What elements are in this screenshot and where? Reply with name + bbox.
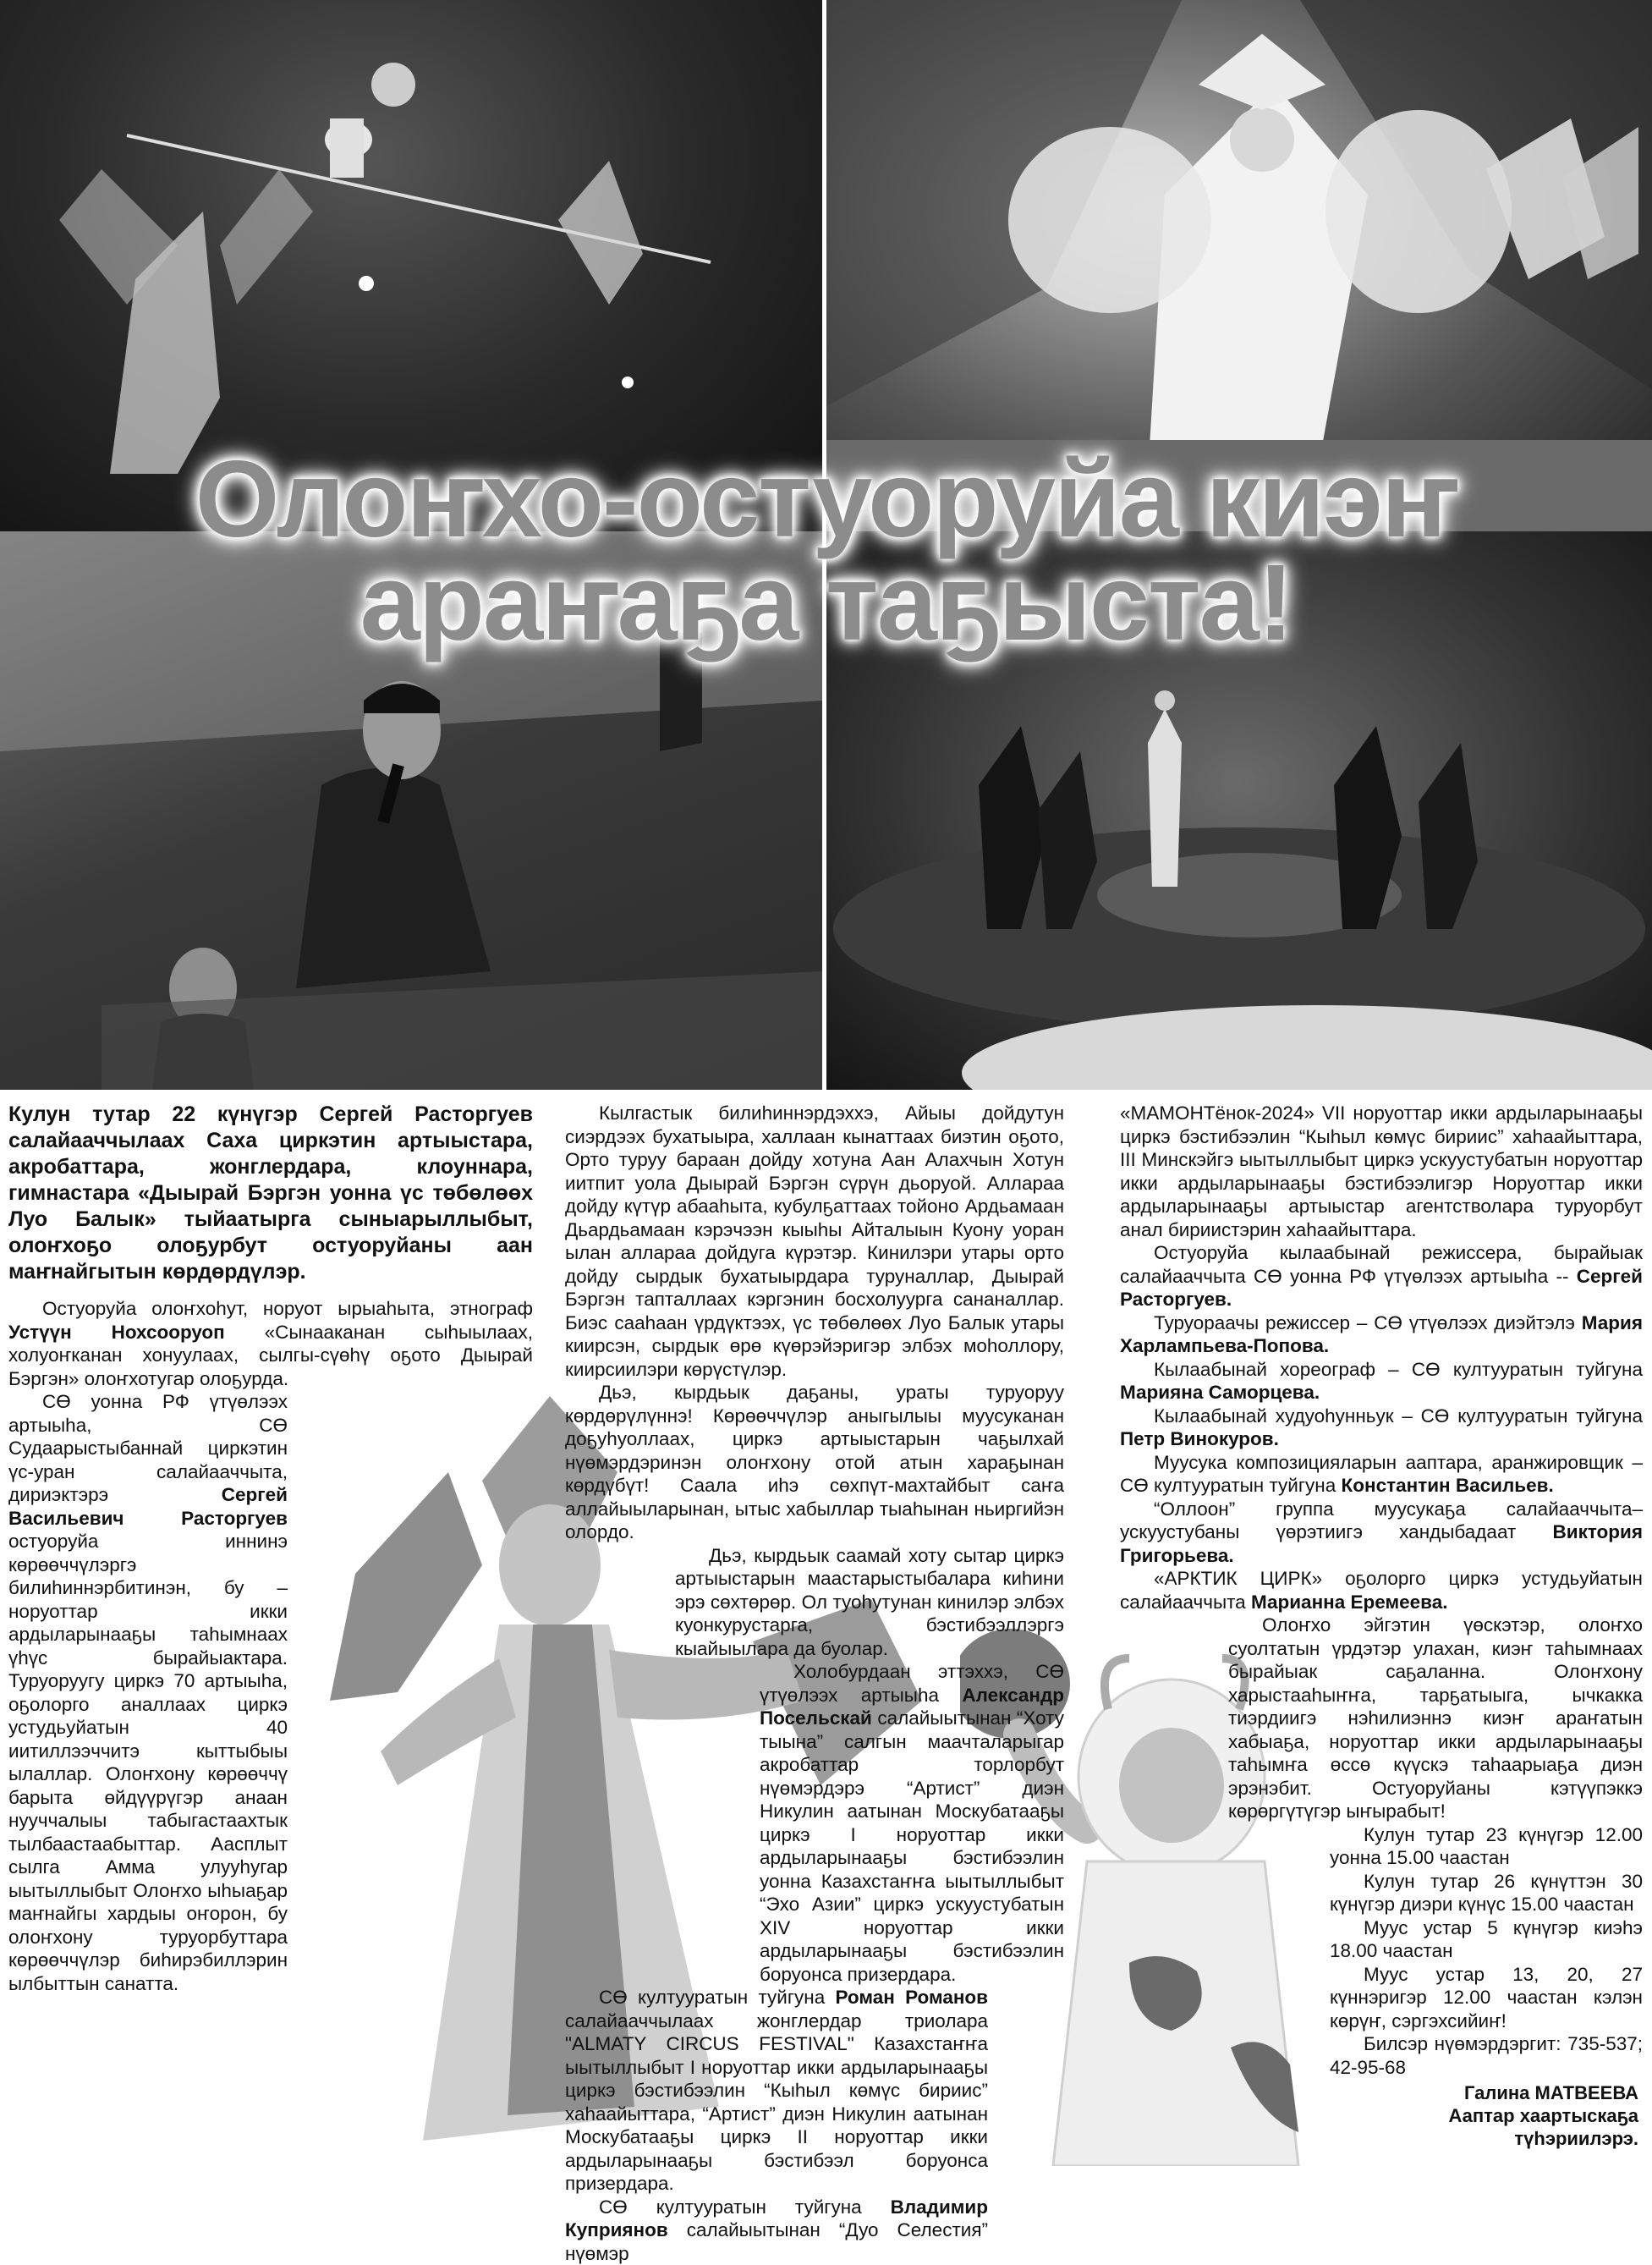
text-run: «АРКТИК ЦИРК» оҕолорго циркэ устудьуйатын салайааччыта bbox=[1120, 1568, 1643, 1613]
text-run: салайыытынан “Дуо Селестия” нүөмэр bbox=[565, 2219, 988, 2264]
text-run: СӨ култууратын туйгуна bbox=[599, 1987, 835, 2008]
article-paragraph bbox=[1120, 1241, 1643, 1311]
article-column-3 bbox=[1120, 1102, 1643, 2079]
text-run: “Оллоон” группа муусукаҕа салайааччыта– ускуустубаны үөрэтиигэ хандыбадаат bbox=[1120, 1498, 1643, 1543]
person-name: Устүүн Нохсооруоп bbox=[8, 1322, 225, 1343]
credit-line bbox=[1120, 1498, 1643, 1568]
contact-phones: Билсэр нүөмэрдэргит: 735-537; 42-95-68 bbox=[1330, 2032, 1643, 2079]
text-run: Остуоруйа кылаабынай режиссера, бырайыак салайааччыта СӨ уонна РФ үтүөлээх артыыһа -- bbox=[1120, 1242, 1643, 1287]
text-run: салайыытынан “Хоту тыына” салгын маачталарыгар акробаттар торлорбут нүөмэрдэрэ “Артист” диэн Никулин аатынан Москубатааҕы циркэ I норуоттар икки ардыларынааҕы бэстибээлин уонна Казахстаҥҥа ыытыллыбыт “Эхо Азии” циркэ ускуустубатын XIV норуоттар икки ардыларынааҕы бэстибээлин боруонса призердара. bbox=[760, 1707, 1064, 1985]
schedule-line: Кулун тутар 26 күнүттэн 30 күнүгэр диэри күнүс 15.00 чаастан bbox=[1330, 1870, 1643, 1916]
text-run: СӨ култууратын туйгуна bbox=[599, 2196, 891, 2218]
article-paragraph bbox=[760, 1660, 1064, 1986]
article-paragraph bbox=[565, 2196, 988, 2265]
credit-line bbox=[1120, 1451, 1643, 1498]
article-paragraph: Дьэ, кырдьык саамай хоту сытар циркэ артыыстарын маастарыстыбалара киһини эрэ сөхтөрөр. Ол туоһутунан кинилэр элбэх куонкурустарга, бэстибээллэргэ кыайыылара да буолар. bbox=[675, 1544, 1064, 1661]
person-name: Мария Харлампьева-Попова. bbox=[1120, 1312, 1643, 1357]
text-run: Остуоруйа олоҥхоһут, норуот ырыаһыта, этнограф bbox=[42, 1298, 533, 1319]
person-name: Сергей Васильевич Расторгуев bbox=[8, 1484, 288, 1529]
article-paragraph bbox=[565, 1986, 988, 2196]
photo-credit: Ааптар хаартыскаҕа bbox=[1448, 2104, 1638, 2127]
text-run: Кылаабынай хореограф – СӨ култууратын туйгуна bbox=[1154, 1359, 1643, 1380]
credit-line bbox=[1120, 1405, 1643, 1451]
person-name: Константин Васильев. bbox=[1342, 1475, 1554, 1496]
text-run: остуоруйа иннинэ көрөөччүлэргэ билиһиннэрбитинэн, бу – норуоттар икки ардыларынааҕы таһымнаах үһүс бырайыактара. Туруоруугу циркэ 70 артыыһа, оҕолорго аналлаах циркэ устудьуйатын 40 иитиллээччитэ кыттыбыы ылаллар. Олоҥхону көрөөччү барыта өйдүүрүгэр анаан нууччалыы табыгастаахтык тылбаастаабыттар. Аасплыт сылга Амма улууһугар ыытыллыбыт Олоҥхо ыһыаҕар маҥнайгы хардыы оҥорон, бу олоҥхону туруорбуттара көрөөччүлэр биһирэбиллэрин ылбыттын санатта. bbox=[8, 1531, 288, 1994]
author-signature bbox=[1448, 2081, 1638, 2150]
schedule-line: Муус устар 5 күнүгэр киэһэ 18.00 чаастан bbox=[1330, 1916, 1643, 1963]
text-run: Кылаабынай худуоһунньук – СӨ култууратын туйгуна bbox=[1154, 1405, 1643, 1427]
text-run: Муусука композицияларын ааптара, аранжировщик – СӨ култууратын туйгуна bbox=[1120, 1452, 1643, 1497]
article-paragraph: Кылгастык билиһиннэрдэххэ, Айыы дойдутун сиэрдээх бухатыыра, халлаан кынаттаах биэтин оҕото, Орто туруу бараан дойду хотуна Аан Алахчын Хотун иитпит уола Дыырай Бэргэн сүрүн дьоруой. Аллараа дойду күтүр абааһыта, кубулҕаттаах тойоно Ардьамаан Дьардьамаан кэрэчээн кыыһы Айталыын Куону уоран ылан аллараа дойдуга күрэтэр. Кинилэри утары орто дойду сырдык бухатыырдара туруналлар, Дыырай Бэргэн тапталлаах кэргэнин босхолуурга сананаллар. Биэс сааһаан үрдүктээх, үс төбөлөөх Луо Балык утары киирсэн, сырдык өрө күөрэйэригэр элбэх моһоллору, киирсиилэри көрүстүлэр. bbox=[565, 1102, 1064, 1381]
author-name: Галина МАТВЕЕВА bbox=[1448, 2081, 1638, 2104]
text-run: Холобурдаан эттэххэ, СӨ үтүөлээх артыыһа bbox=[760, 1661, 1064, 1706]
text-run: салайааччылаах жонглердар триолара "ALMATY CIRCUS FESTIVAL" Казахстаҥҥа ыытыллыбыт I норуоттар икки ардыларынааҕы циркэ бэстибээлин “Кыһыл көмүс бириис” хаһаайыттара, “Артист” диэн Никулин аатынан Москубатааҕы циркэ II норуоттар икки ардыларынааҕы бэстибээл боруонса призердара. bbox=[565, 2010, 988, 2195]
person-name: Роман Романов bbox=[835, 1987, 988, 2008]
text-run: «Сынааканан сыһыылаах, холуоҥканан хонуулаах, сылгы-сүөһү оҕото Дыырай Бэргэн» олоҥхотугар олоҕурда. bbox=[8, 1322, 533, 1389]
person-name: Петр Винокуров. bbox=[1120, 1428, 1279, 1449]
article-paragraph: Олоҥхо эйгэтин үөскэтэр, олоҥхо суолтатын үрдэтэр улахан, киэҥ таһымнаах бырайыак саҕаланна. Олоҥхону харыстааһыҥҥа, тарҕатыыга, ычкакка тиэрдиигэ нэһилиэннэ киэҥ араҥатын хабыаҕа, норуоттар икки ардыларынааҕы таһымҥа өссө күүскэ таһаарыаҕа диэн эрэнэбит. Остуоруйаны кэтүүпэккэ көрөргүтүгэр ыҥырабыт! bbox=[1228, 1614, 1643, 1823]
credit-line bbox=[1120, 1358, 1643, 1405]
headline-line-1: Олоҥхо-остуоруйа киэҥ bbox=[0, 448, 1652, 552]
headline-line-2: араҥаҕа таҕыста! bbox=[0, 552, 1652, 655]
person-name: Виктория Григорьева. bbox=[1120, 1521, 1643, 1566]
article-paragraph bbox=[8, 1390, 288, 1995]
credit-line bbox=[1120, 1311, 1643, 1358]
text-run: Туруораачы режиссер – СӨ үтүөлээх диэйтэлэ bbox=[1154, 1312, 1582, 1333]
text-run: СӨ уонна РФ үтүөлээх артыыһа, СӨ Судаарыстыбаннай циркэтин үс-уран салайааччыта, дириэктэрэ bbox=[8, 1391, 288, 1505]
person-name: Владимир Куприянов bbox=[565, 2196, 988, 2241]
schedule-line: Кулун тутар 23 күнүгэр 12.00 уонна 15.00 чаастан bbox=[1330, 1823, 1643, 1870]
headline bbox=[0, 448, 1652, 655]
credit-line bbox=[1120, 1567, 1643, 1614]
article-lead: Кулун тутар 22 күнүгэр Сергей Расторгуев салайааччылаах Саха циркэтин артыыстара, акробаттара, жонглердара, клоуннара, гимнастара «Дыырай Бэргэн уонна үс төбөлөөх Луо Балык» тыйаатырга сыныарыллыбыт, олоҥхоҕо олоҕурбут остуоруйаны аан маҥнайгытын көрдөрдүлэр. bbox=[8, 1102, 533, 1285]
photo-credit: түһэриилэрэ. bbox=[1448, 2127, 1638, 2150]
article-paragraph: Дьэ, кырдьык даҕаны, ураты туруоруу көрдөрүлүннэ! Көрөөччүлэр аныгылыы муусуканан доҕуһуоллаах, циркэ артыыстарын чаҕылхай нүөмэрдэринэн олоҥхону отой атын хараҕынан көрдүбүт! Саала иһэ сөхпүт-махтайбыт саҥа аллайыыларынан, ытыс хабыллар тыаһынан ньиргийэн олордо. bbox=[565, 1381, 1064, 1544]
schedule-line: Муус устар 13, 20, 27 күннэригэр 12.00 чаастан кэлэн көрүҥ, сэргэхсийиҥ! bbox=[1330, 1963, 1643, 2033]
person-name: Марианна Еремеева. bbox=[1251, 1592, 1448, 1613]
person-name: Сергей Расторгуев. bbox=[1120, 1266, 1643, 1311]
article-column-1 bbox=[8, 1102, 533, 1995]
person-name: Марияна Саморцева. bbox=[1120, 1382, 1320, 1403]
article-paragraph: «МАМОНТёнок-2024» VII норуоттар икки ардыларынааҕы циркэ бэстибээлин “Кыһыл көмүс бириис” хаһаайыттара, III Минскэйгэ ыытыллыбыт циркэ ускуустубатын норуоттар икки ардыларынааҕы бэстибээлигэр Норуоттар икки ардыларынааҕы артыыстар агентстволара туруорбут анал бириистэрин хаһаайыттара. bbox=[1120, 1102, 1643, 1241]
article-paragraph bbox=[8, 1297, 533, 1390]
person-name: Александр Посельскай bbox=[760, 1685, 1064, 1729]
article-column-2 bbox=[565, 1102, 1064, 2265]
